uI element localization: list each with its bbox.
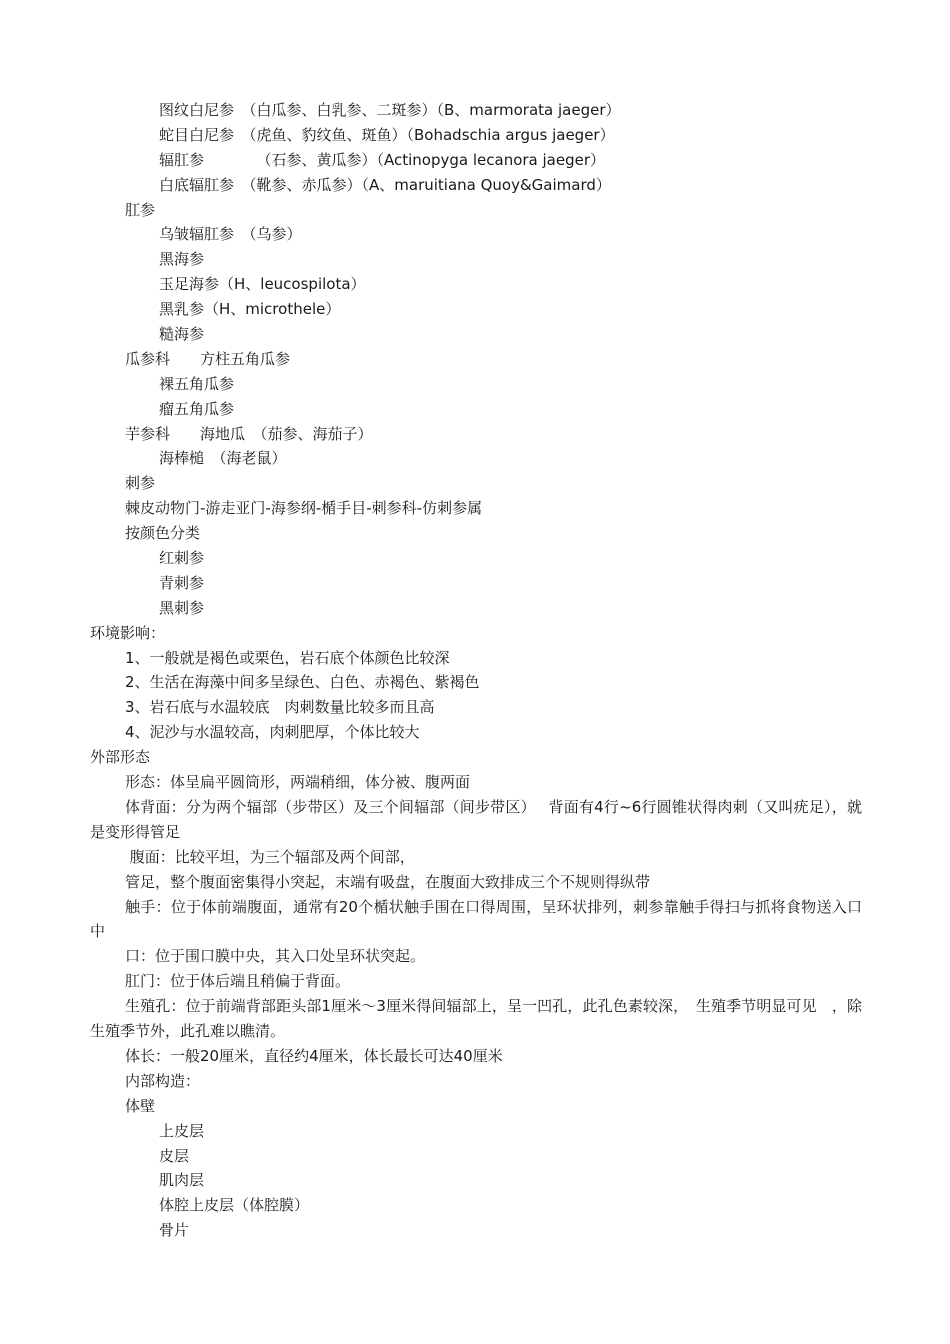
text-line: 体腔上皮层（体腔膜） [159,1196,310,1215]
text-line: 黑乳参（H、microthele） [159,300,341,319]
text-line: 黑刺参 [159,598,205,617]
text-line: 玉足海参（H、leucospilota） [159,275,366,294]
text-line: 辐肛参 （石参、黄瓜参）（Actinopyga lecanora jaeger） [159,150,606,169]
document-body [90,98,862,1243]
text-line: 皮层 [159,1146,190,1165]
text-line: 肛门：位于体后端且稍偏于背面。 [125,972,351,991]
text-line: 青刺参 [159,573,205,592]
text-line: 环境影响： [90,623,166,642]
text-line: 黑海参 [159,250,205,269]
text-line: 体壁 [125,1096,156,1115]
text-line: 腹面：比较平坦，为三个辐部及两个间部， [125,847,415,866]
text-line: 外部形态 [90,748,151,767]
text-line: 肌肉层 [159,1171,205,1190]
text-line: 触手：位于体前端腹面，通常有20个楯状触手围在口得周围，呈环状排列，刺参靠触手得扫与抓将食物送入口中 [90,897,862,941]
text-line: 糙海参 [159,325,205,344]
text-line: 口：位于围口膜中央，其入口处呈环状突起。 [125,947,426,966]
text-line: 肛参 [125,200,156,219]
text-line: 内部构造： [125,1071,201,1090]
text-line: 刺参 [125,474,156,493]
text-line: 蛇目白尼参 （虎鱼、豹纹鱼、斑鱼）（Bohadschia argus jaeger） [159,125,615,144]
text-line: 图纹白尼参 （白瓜参、白乳参、二斑参）（B、marmorata jaeger） [159,101,621,119]
text-line: 瓜参科 方柱五角瓜参 [125,349,291,368]
text-line: 3、岩石底与水温较底 肉刺数量比较多而且高 [125,698,435,717]
text-line: 体长：一般20厘米，直径约4厘米，体长最长可达40厘米 [125,1046,503,1065]
text-line: 1、一般就是褐色或栗色，岩石底个体颜色比较深 [125,648,450,667]
text-line: 棘皮动物门-游走亚门-海参纲-楯手目-刺参科-仿刺参属 [125,499,483,518]
text-line: 2、生活在海藻中间多呈绿色、白色、赤褐色、紫褐色 [125,673,480,692]
text-line: 上皮层 [159,1121,205,1140]
text-line: 4、泥沙与水温较高，肉刺肥厚，个体比较大 [125,723,420,742]
text-line: 白底辐肛参 （靴参、赤瓜参）（A、maruitiana Quoy&Gaimard） [159,175,611,194]
text-line: 生殖孔：位于前端背部距头部1厘米～3厘米得间辐部上，呈一凹孔，此孔色素较深， 生殖季节明显可见 ，除生殖季节外，此孔难以瞧清。 [90,997,862,1041]
text-line: 裸五角瓜参 [159,374,235,393]
text-line: 按颜色分类 [125,524,201,543]
text-line: 管足，整个腹面密集得小突起，末端有吸盘，在腹面大致排成三个不规则得纵带 [125,872,651,891]
text-line: 骨片 [159,1221,190,1240]
text-line: 体背面：分为两个辐部（步带区）及三个间辐部（间步带区） 背面有4行~6行圆锥状得肉刺（又叫疣足），就是变形得管足 [90,797,862,841]
text-line: 形态：体呈扁平圆筒形，两端稍细，体分被、腹两面 [125,773,471,792]
text-line: 海棒槌 （海老鼠） [159,449,287,468]
text-line: 乌皱辐肛参 （乌参） [159,225,302,244]
text-line: 瘤五角瓜参 [159,399,235,418]
text-line: 芋参科 海地瓜 （茄参、海茄子） [125,424,373,443]
text-line: 红刺参 [159,549,205,568]
